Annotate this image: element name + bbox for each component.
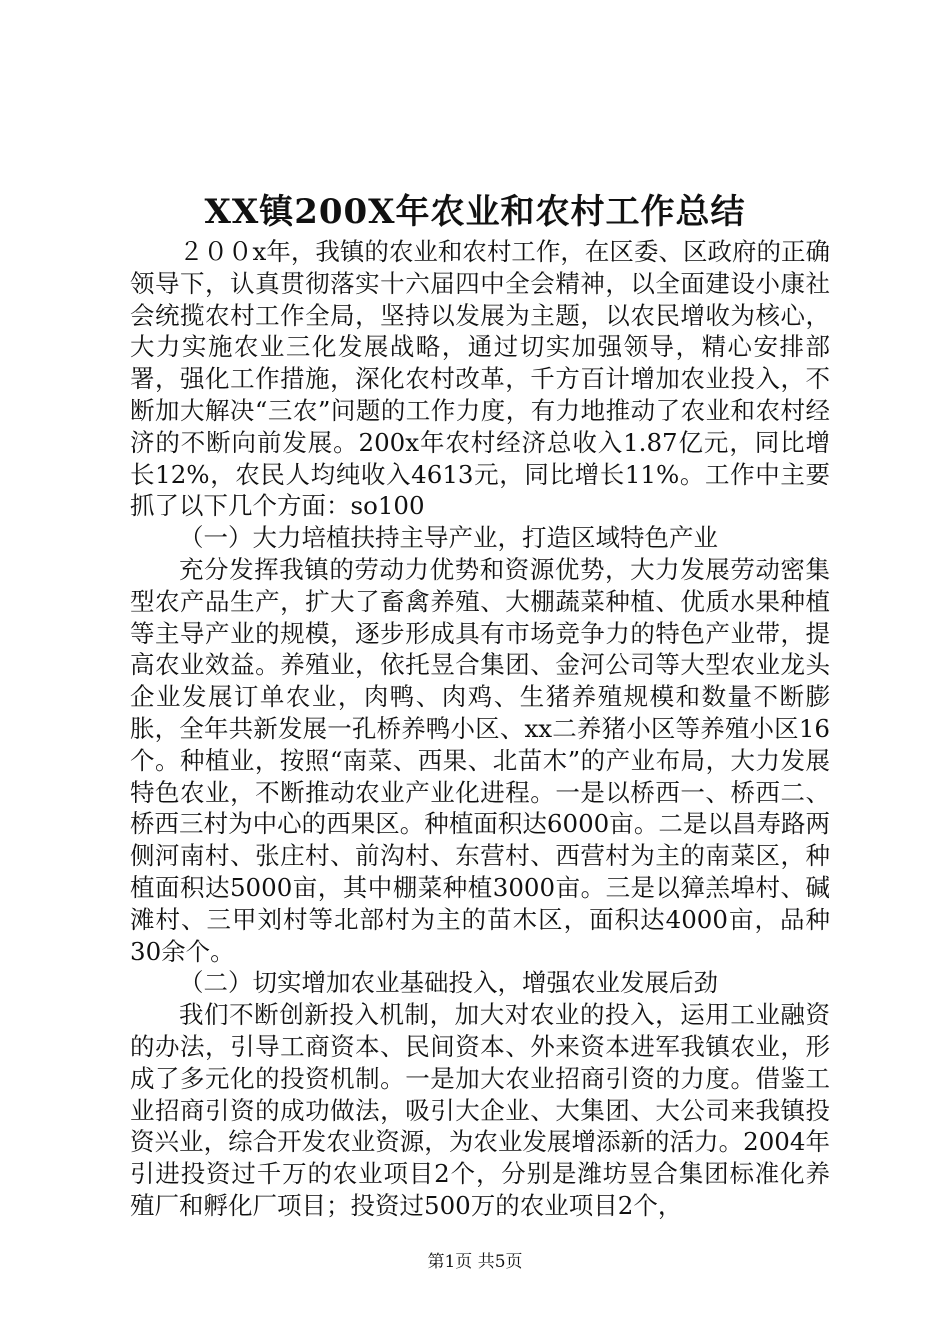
section-1-paragraph: 充分发挥我镇的劳动力优势和资源优势，大力发展劳动密集型农产品生产，扩大了畜禽养殖、大棚蔬菜种植、优质水果种植等主导产业的规模，逐步形成具有市场竞争力的特色产业带，提高农业效益。养殖业，依托昱合集团、金河公司等大型农业龙头企业发展订单农业，肉鸭、肉鸡、生猪养殖规模和数量不断膨胀，全年共新发展一孔桥养鸭小区、xx二养猪小区等养殖小区16个。种植业，按照“南菜、西果、北苗木”的产业布局，大力发展特色农业，不断推动农业产业化进程。一是以桥西一、桥西二、桥西三村为中心的西果区。种植面积达6000亩。二是以昌寿路两侧河南村、张庄村、前沟村、东营村、西营村为主的南菜区，种植面积达5000亩，其中棚菜种植3000亩。三是以獐羔埠村、碱滩村、三甲刘村等北部村为主的苗木区，面积达4000亩，品种30余个。 bbox=[130, 554, 830, 966]
section-2-paragraph: 我们不断创新投入机制，加大对农业的投入，运用工业融资的办法，引导工商资本、民间资本、外来资本进军我镇农业，形成了多元化的投资机制。一是加大农业招商引资的力度。借鉴工业招商引资的成功做法，吸引大企业、大集团、大公司来我镇投资兴业，综合开发农业资源，为农业发展增添新的活力。2004年引进投资过千万的农业项目2个，分别是潍坊昱合集团标准化养殖厂和孵化厂项目；投资过500万的农业项目2个， bbox=[130, 1000, 830, 1220]
document-title: XX镇200X年农业和农村工作总结 bbox=[204, 192, 746, 232]
document-body bbox=[130, 236, 830, 1222]
section-heading-2: （二）切实增加农业基础投入，增强农业发展后劲 bbox=[179, 968, 718, 998]
page-footer: 第1页 共5页 bbox=[427, 1252, 523, 1272]
intro-paragraph: ２００x年，我镇的农业和农村工作，在区委、区政府的正确领导下，认真贯彻落实十六届四中全会精神，以全面建设小康社会统揽农村工作全局，坚持以发展为主题，以农民增收为核心，大力实施农业三化发展战略，通过切实加强领导，精心安排部署，强化工作措施，深化农村改革，千方百计增加农业投入，不断加大解决“三农”问题的工作力度，有力地推动了农业和农村经济的不断向前发展。200x年农村经济总收入1.87亿元，同比增长12%，农民人均纯收入4613元，同比增长11%。工作中主要抓了以下几个方面：so100 bbox=[130, 237, 830, 521]
section-heading-1: （一）大力培植扶持主导产业，打造区域特色产业 bbox=[179, 523, 718, 553]
